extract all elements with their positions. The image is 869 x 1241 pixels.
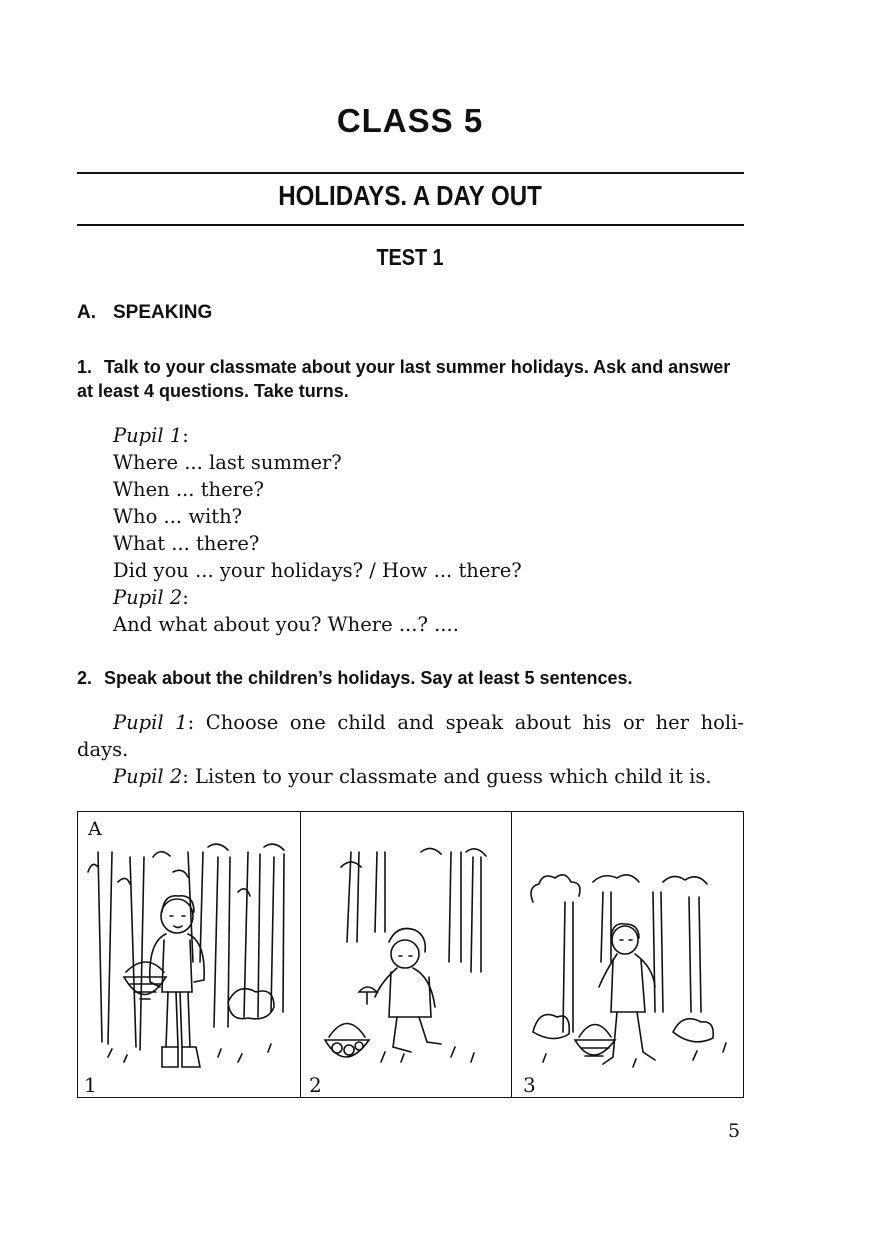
task-1-text: Talk to your classmate about your last summer holidays. Ask and answer at least 4 questions. Take turns. bbox=[77, 357, 731, 401]
question-3: Who ... with? bbox=[113, 505, 243, 528]
task-2-number: 2. bbox=[77, 668, 93, 688]
pupil-2-line: And what about you? Where ...? .... bbox=[113, 613, 459, 636]
girl-picking-mushrooms-icon bbox=[301, 812, 511, 1097]
task-2-pupil-1-text-cont: days. bbox=[77, 738, 129, 761]
section-title: SPEAKING bbox=[113, 302, 213, 323]
task-2-body bbox=[77, 709, 744, 790]
bottom-divider bbox=[77, 224, 744, 226]
task-2-pupil-2-label: Pupil 2 bbox=[113, 765, 183, 788]
question-1: Where ... last summer? bbox=[113, 451, 342, 474]
task-2-pupil-1-text: : Choose one child and speak about his or her holi- bbox=[187, 711, 744, 734]
picture-table bbox=[77, 811, 744, 1098]
unit-title: HOLIDAYS. A DAY OUT bbox=[278, 180, 542, 211]
picture-cell-3 bbox=[513, 812, 743, 1097]
task-1-instruction bbox=[77, 355, 744, 403]
top-divider bbox=[77, 172, 744, 174]
section-heading bbox=[77, 302, 212, 324]
question-2: When ... there? bbox=[113, 478, 264, 501]
pupil-2-label: Pupil 2 bbox=[113, 586, 183, 609]
page-number: 5 bbox=[728, 1120, 741, 1142]
picture-number-2: 2 bbox=[309, 1073, 322, 1097]
picture-number-1: 1 bbox=[84, 1073, 97, 1097]
task-2-pupil-1-label: Pupil 1 bbox=[113, 711, 188, 734]
task-2-instruction bbox=[77, 666, 744, 690]
pupil-1-label: Pupil 1 bbox=[113, 424, 183, 447]
task-1-dialogue: Pupil 1: Where ... last summer? When ... there? Who ... with? What ... there? Did you ... your holidays? / How ... there? Pupil 2: And what about you? Where ...? .... bbox=[113, 424, 522, 636]
task-2-pupil-2-text: : Listen to your classmate and guess which child it is. bbox=[182, 765, 712, 788]
task-1-number: 1. bbox=[77, 357, 93, 377]
picture-number-3: 3 bbox=[523, 1073, 536, 1097]
girl-with-basket-in-forest-icon bbox=[78, 812, 300, 1097]
question-4: What ... there? bbox=[113, 532, 260, 555]
picture-cell-1 bbox=[78, 812, 301, 1097]
picture-cell-2 bbox=[301, 812, 512, 1097]
task-2-text: Speak about the children’s holidays. Say at least 5 sentences. bbox=[104, 668, 633, 688]
panel-letter: A bbox=[88, 818, 102, 840]
girl-walking-with-basket-icon bbox=[513, 812, 744, 1097]
test-title: TEST 1 bbox=[376, 244, 444, 270]
class-title: CLASS 5 bbox=[336, 102, 484, 139]
section-number: A. bbox=[77, 302, 96, 323]
question-5: Did you ... your holidays? / How ... there? bbox=[113, 559, 522, 582]
